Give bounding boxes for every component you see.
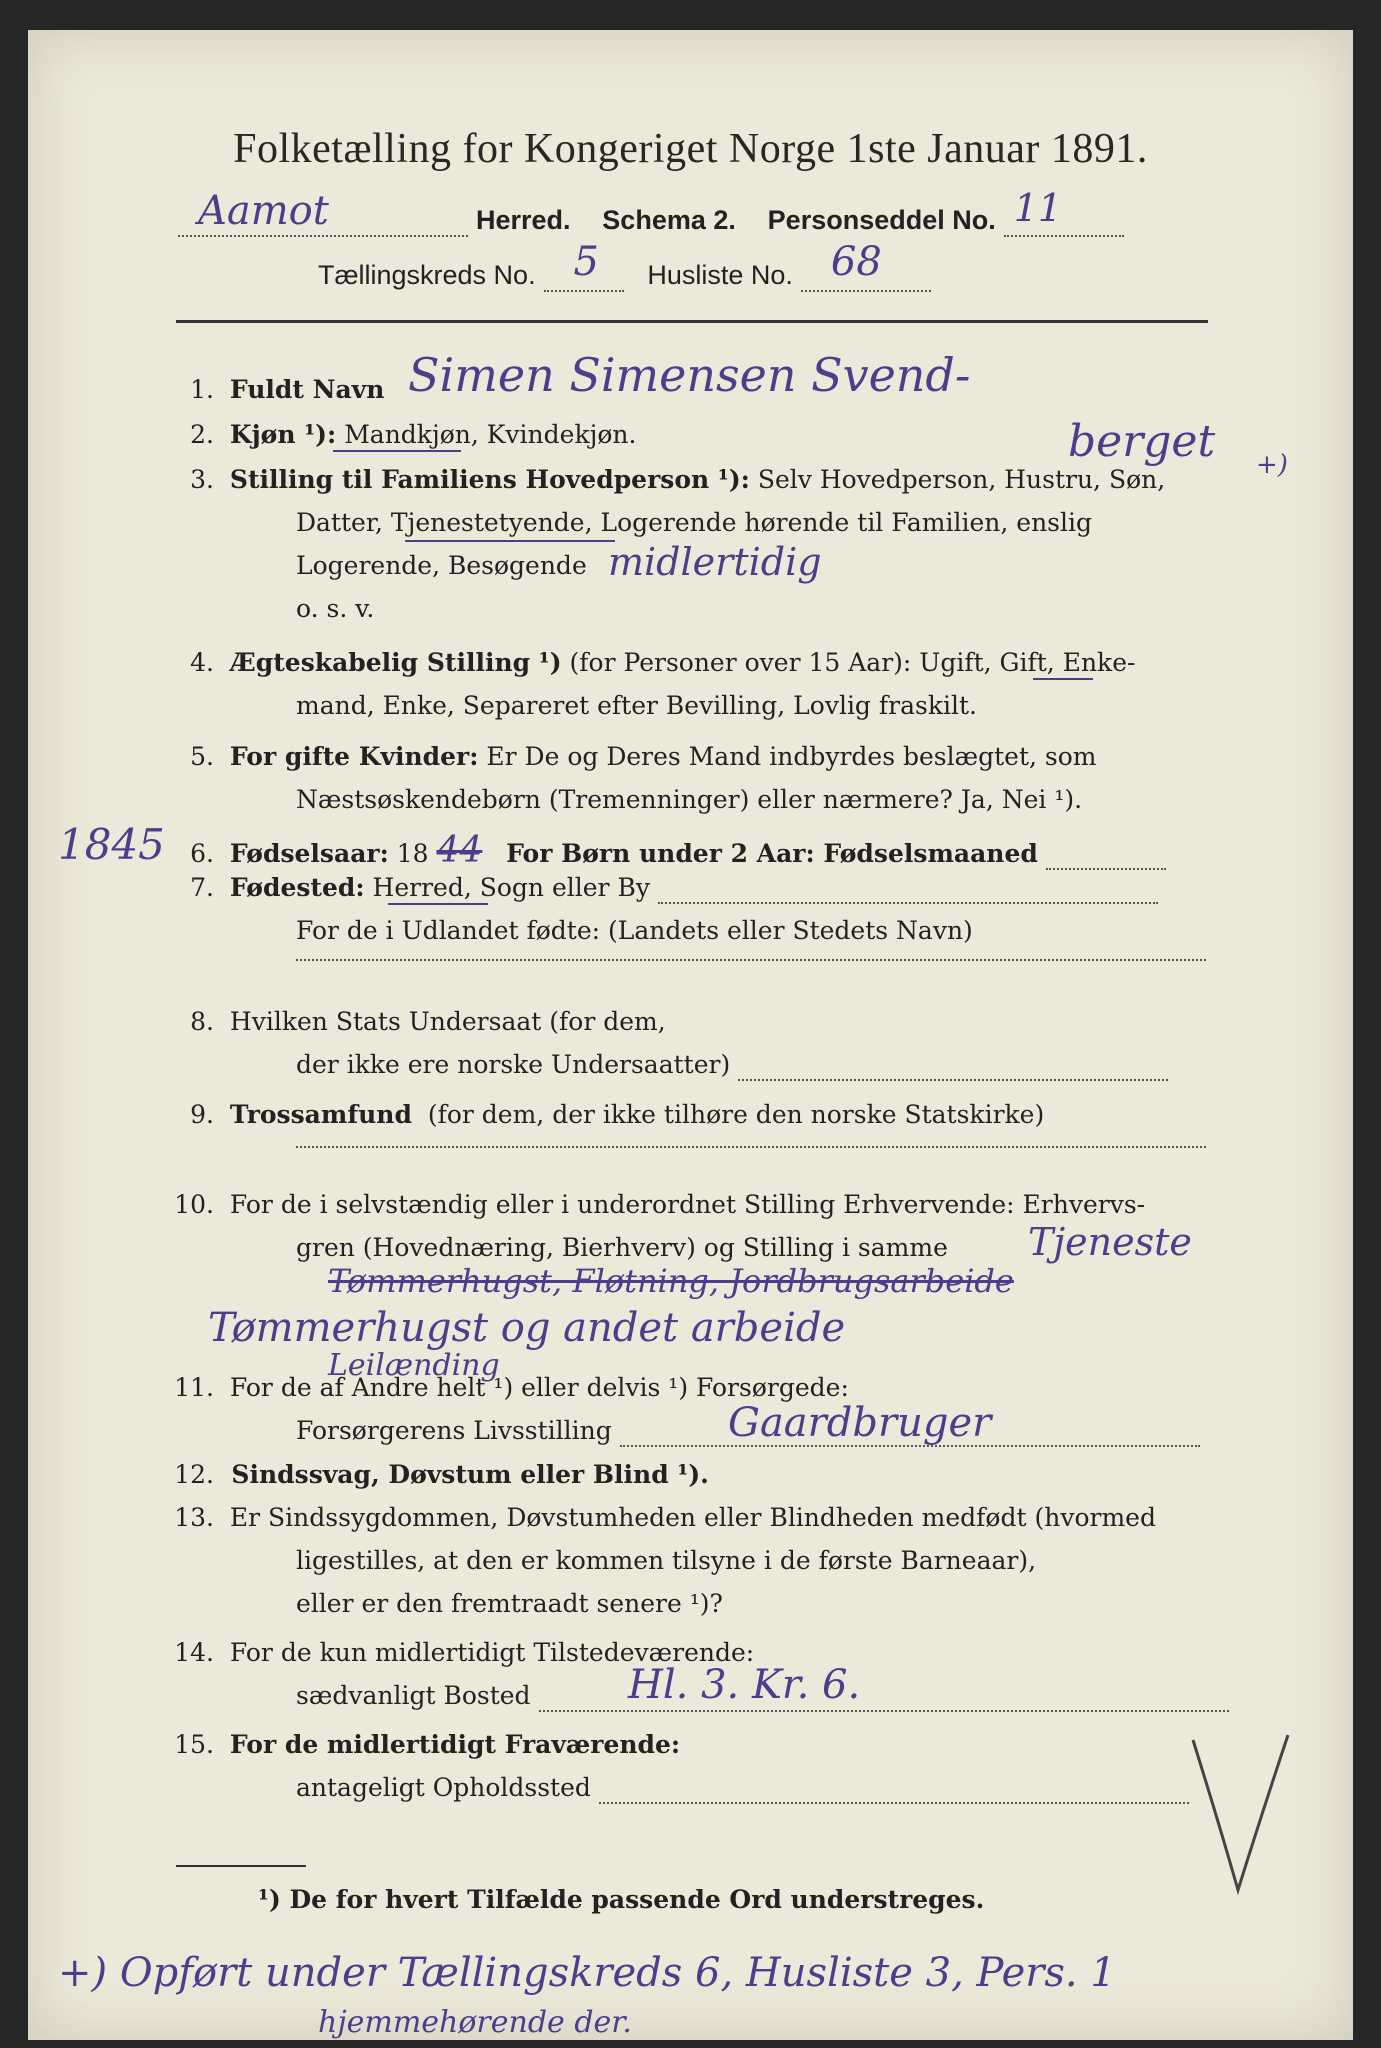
item-text: der ikke ere norske Undersaatter) xyxy=(296,1050,731,1079)
item-text: (for Personer over 15 Aar): Ugift, Gift, Enke- xyxy=(569,648,1136,677)
item-6 xyxy=(158,830,1166,871)
item-text: For de kun midlertidigt Tilstedeværende: xyxy=(229,1638,755,1667)
underline-herred xyxy=(388,903,488,905)
item-text: Mandkjøn, Kvindekjøn. xyxy=(344,420,637,449)
item-number: 8. xyxy=(190,1007,214,1036)
item-text: For de i selvstændig eller i underordnet Stilling Erhvervende: Erhvervs- xyxy=(229,1190,1146,1219)
forsorger-handwriting: Gaardbruger xyxy=(728,1400,992,1446)
check-mark xyxy=(1178,1730,1298,1910)
personseddel-label: Personseddel No. xyxy=(767,205,996,235)
name-mark: +) xyxy=(1256,450,1288,480)
personseddel-handwriting: 11 xyxy=(1013,186,1063,230)
item-number: 12. xyxy=(174,1460,214,1489)
item-9 xyxy=(158,1100,1044,1129)
item-number: 9. xyxy=(190,1100,214,1129)
item-text-2: For Børn under 2 Aar: Fødselsmaaned xyxy=(506,839,1038,868)
husliste-label: Husliste No. xyxy=(647,260,793,290)
item-label: Kjøn ¹): xyxy=(229,420,337,449)
item-number: 6. xyxy=(190,839,214,868)
item-number: 7. xyxy=(190,873,214,902)
herred-handwriting: Aamot xyxy=(198,188,329,234)
item-text: Er De og Deres Mand indbyrdes beslægtet, som xyxy=(486,742,1097,771)
item-8-line2 xyxy=(296,1050,1168,1081)
item-label: Trossamfund xyxy=(229,1100,412,1129)
kreds-handwriting: 5 xyxy=(573,239,599,285)
item-4-line2: mand, Enke, Separeret efter Bevilling, Lovlig fraskilt. xyxy=(296,691,977,720)
erhverv-handwriting-3: Tømmerhugst og andet arbeide xyxy=(208,1305,846,1351)
item-3 xyxy=(158,465,1165,494)
item-number: 13. xyxy=(174,1503,214,1532)
item-5-line2: Næstsøskendebørn (Tremenninger) eller nærmere? Ja, Nei ¹). xyxy=(296,785,1083,814)
item-text: Sindssvag, Døvstum eller Blind ¹). xyxy=(231,1460,709,1489)
item-number: 10. xyxy=(174,1190,214,1219)
item-13 xyxy=(158,1503,1156,1532)
birthyear-margin-handwriting: 1845 xyxy=(58,820,165,869)
kreds-label: Tællingskreds No. xyxy=(318,260,536,290)
item-10 xyxy=(158,1190,1145,1219)
underline-gift xyxy=(1033,678,1093,680)
husliste-handwriting: 68 xyxy=(830,239,882,285)
item-8 xyxy=(158,1007,666,1036)
item-13-line3: eller er den fremtraadt senere ¹)? xyxy=(296,1589,723,1618)
birthyear-handwriting: 44 xyxy=(436,830,483,871)
item-2 xyxy=(158,420,636,449)
item-label: Fuldt Navn xyxy=(229,375,385,404)
item-text: Herred, Sogn eller By xyxy=(372,873,650,902)
husliste-field xyxy=(801,239,931,292)
underline-tjenestetyende xyxy=(405,540,615,542)
item-label: Ægteskabelig Stilling ¹) xyxy=(229,648,562,677)
census-form xyxy=(28,30,1353,2040)
herred-label: Herred. xyxy=(475,205,571,235)
item-number: 5. xyxy=(190,742,214,771)
item-4 xyxy=(158,648,1135,677)
item-7 xyxy=(158,873,1158,904)
erhverv-handwriting-1: Tjeneste xyxy=(1028,1220,1192,1264)
item-number: 3. xyxy=(190,465,214,494)
item-label: Fødested: xyxy=(229,873,365,902)
item-text: For de midlertidigt Fraværende: xyxy=(229,1730,681,1759)
herred-field xyxy=(178,188,468,237)
personseddel-field xyxy=(1004,186,1124,237)
item-11 xyxy=(158,1373,849,1402)
opholdssted-field xyxy=(599,1773,1189,1804)
item-3-line3: Logerende, Besøgende xyxy=(296,551,587,580)
item-text: Selv Hovedperson, Hustru, Søn, xyxy=(757,465,1166,494)
herred-line xyxy=(178,186,1258,237)
item-text: For de af Andre helt ¹) eller delvis ¹) Forsørgede: xyxy=(229,1373,849,1402)
item-15-line2 xyxy=(296,1773,1189,1804)
item-text: Er Sindssygdommen, Døvstumheden eller Blindheden medfødt (hvormed xyxy=(229,1503,1156,1532)
item-label: Stilling til Familiens Hovedperson ¹): xyxy=(229,465,750,494)
name-handwriting-cont: berget xyxy=(1068,416,1216,467)
erhverv-handwriting-2: Tømmerhugst, Fløtning, Jordbrugsarbeide xyxy=(328,1262,1014,1300)
schema-label: Schema 2. xyxy=(602,205,736,235)
item-text: (for dem, der ikke tilhøre den norske Statskirke) xyxy=(427,1100,1045,1129)
item-text: antageligt Opholdssted xyxy=(296,1773,591,1802)
item-12 xyxy=(158,1460,709,1489)
item-5 xyxy=(158,742,1097,771)
item-7-line2: For de i Udlandet fødte: (Landets eller Stedets Navn) xyxy=(296,916,973,945)
item-number: 14. xyxy=(174,1638,214,1667)
item-number: 11. xyxy=(174,1373,214,1402)
name-handwriting: Simen Simensen Svend- xyxy=(408,348,971,402)
bottom-handwriting: +) Opført under Tællingskreds 6, Husliste 3, Pers. 1 xyxy=(58,1950,1116,1996)
bottom-handwriting-2: hjemmehørende der. xyxy=(318,2005,632,2040)
udlandet-field xyxy=(296,955,1206,961)
undersaat-field xyxy=(738,1050,1168,1081)
item-number: 15. xyxy=(174,1730,214,1759)
item-10-line2: gren (Hovednæring, Bierhverv) og Stilling i samme xyxy=(296,1233,948,1262)
item-text: 18 xyxy=(396,839,429,868)
birthmonth-field xyxy=(1046,839,1166,870)
item-13-line2: ligestilles, at den er kommen tilsyne i de første Barneaar), xyxy=(296,1546,1037,1575)
item-number: 4. xyxy=(190,648,214,677)
header-rule xyxy=(176,320,1208,323)
item-label: Fødselsaar: xyxy=(229,839,389,868)
fodested-field xyxy=(658,873,1158,904)
form-title: Folketælling for Kongeriget Norge 1ste Januar 1891. xyxy=(233,126,1148,172)
bosted-handwriting: Hl. 3. Kr. 6. xyxy=(628,1662,861,1708)
item-text: sædvanligt Bosted xyxy=(296,1681,531,1710)
footnote: ¹) De for hvert Tilfælde passende Ord understreges. xyxy=(258,1885,985,1914)
item-number: 1. xyxy=(190,375,214,404)
item-text: Hvilken Stats Undersaat (for dem, xyxy=(229,1007,666,1036)
item-1 xyxy=(158,375,384,404)
stilling-handwriting: midlertidig xyxy=(608,540,822,584)
item-3-line2: Datter, Tjenestetyende, Logerende hørende til Familien, enslig xyxy=(296,508,1093,537)
item-label: For gifte Kvinder: xyxy=(229,742,479,771)
trossamfund-field xyxy=(296,1142,1206,1148)
erhverv-handwriting-4: Leilænding xyxy=(328,1348,500,1383)
item-15 xyxy=(158,1730,680,1759)
footnote-rule xyxy=(176,1865,306,1867)
item-3-line4: o. s. v. xyxy=(296,594,375,623)
underline-mandkjon xyxy=(333,450,461,452)
kreds-line xyxy=(318,239,931,292)
item-text: Forsørgerens Livsstilling xyxy=(296,1416,612,1445)
item-number: 2. xyxy=(190,420,214,449)
kreds-field xyxy=(544,239,624,292)
